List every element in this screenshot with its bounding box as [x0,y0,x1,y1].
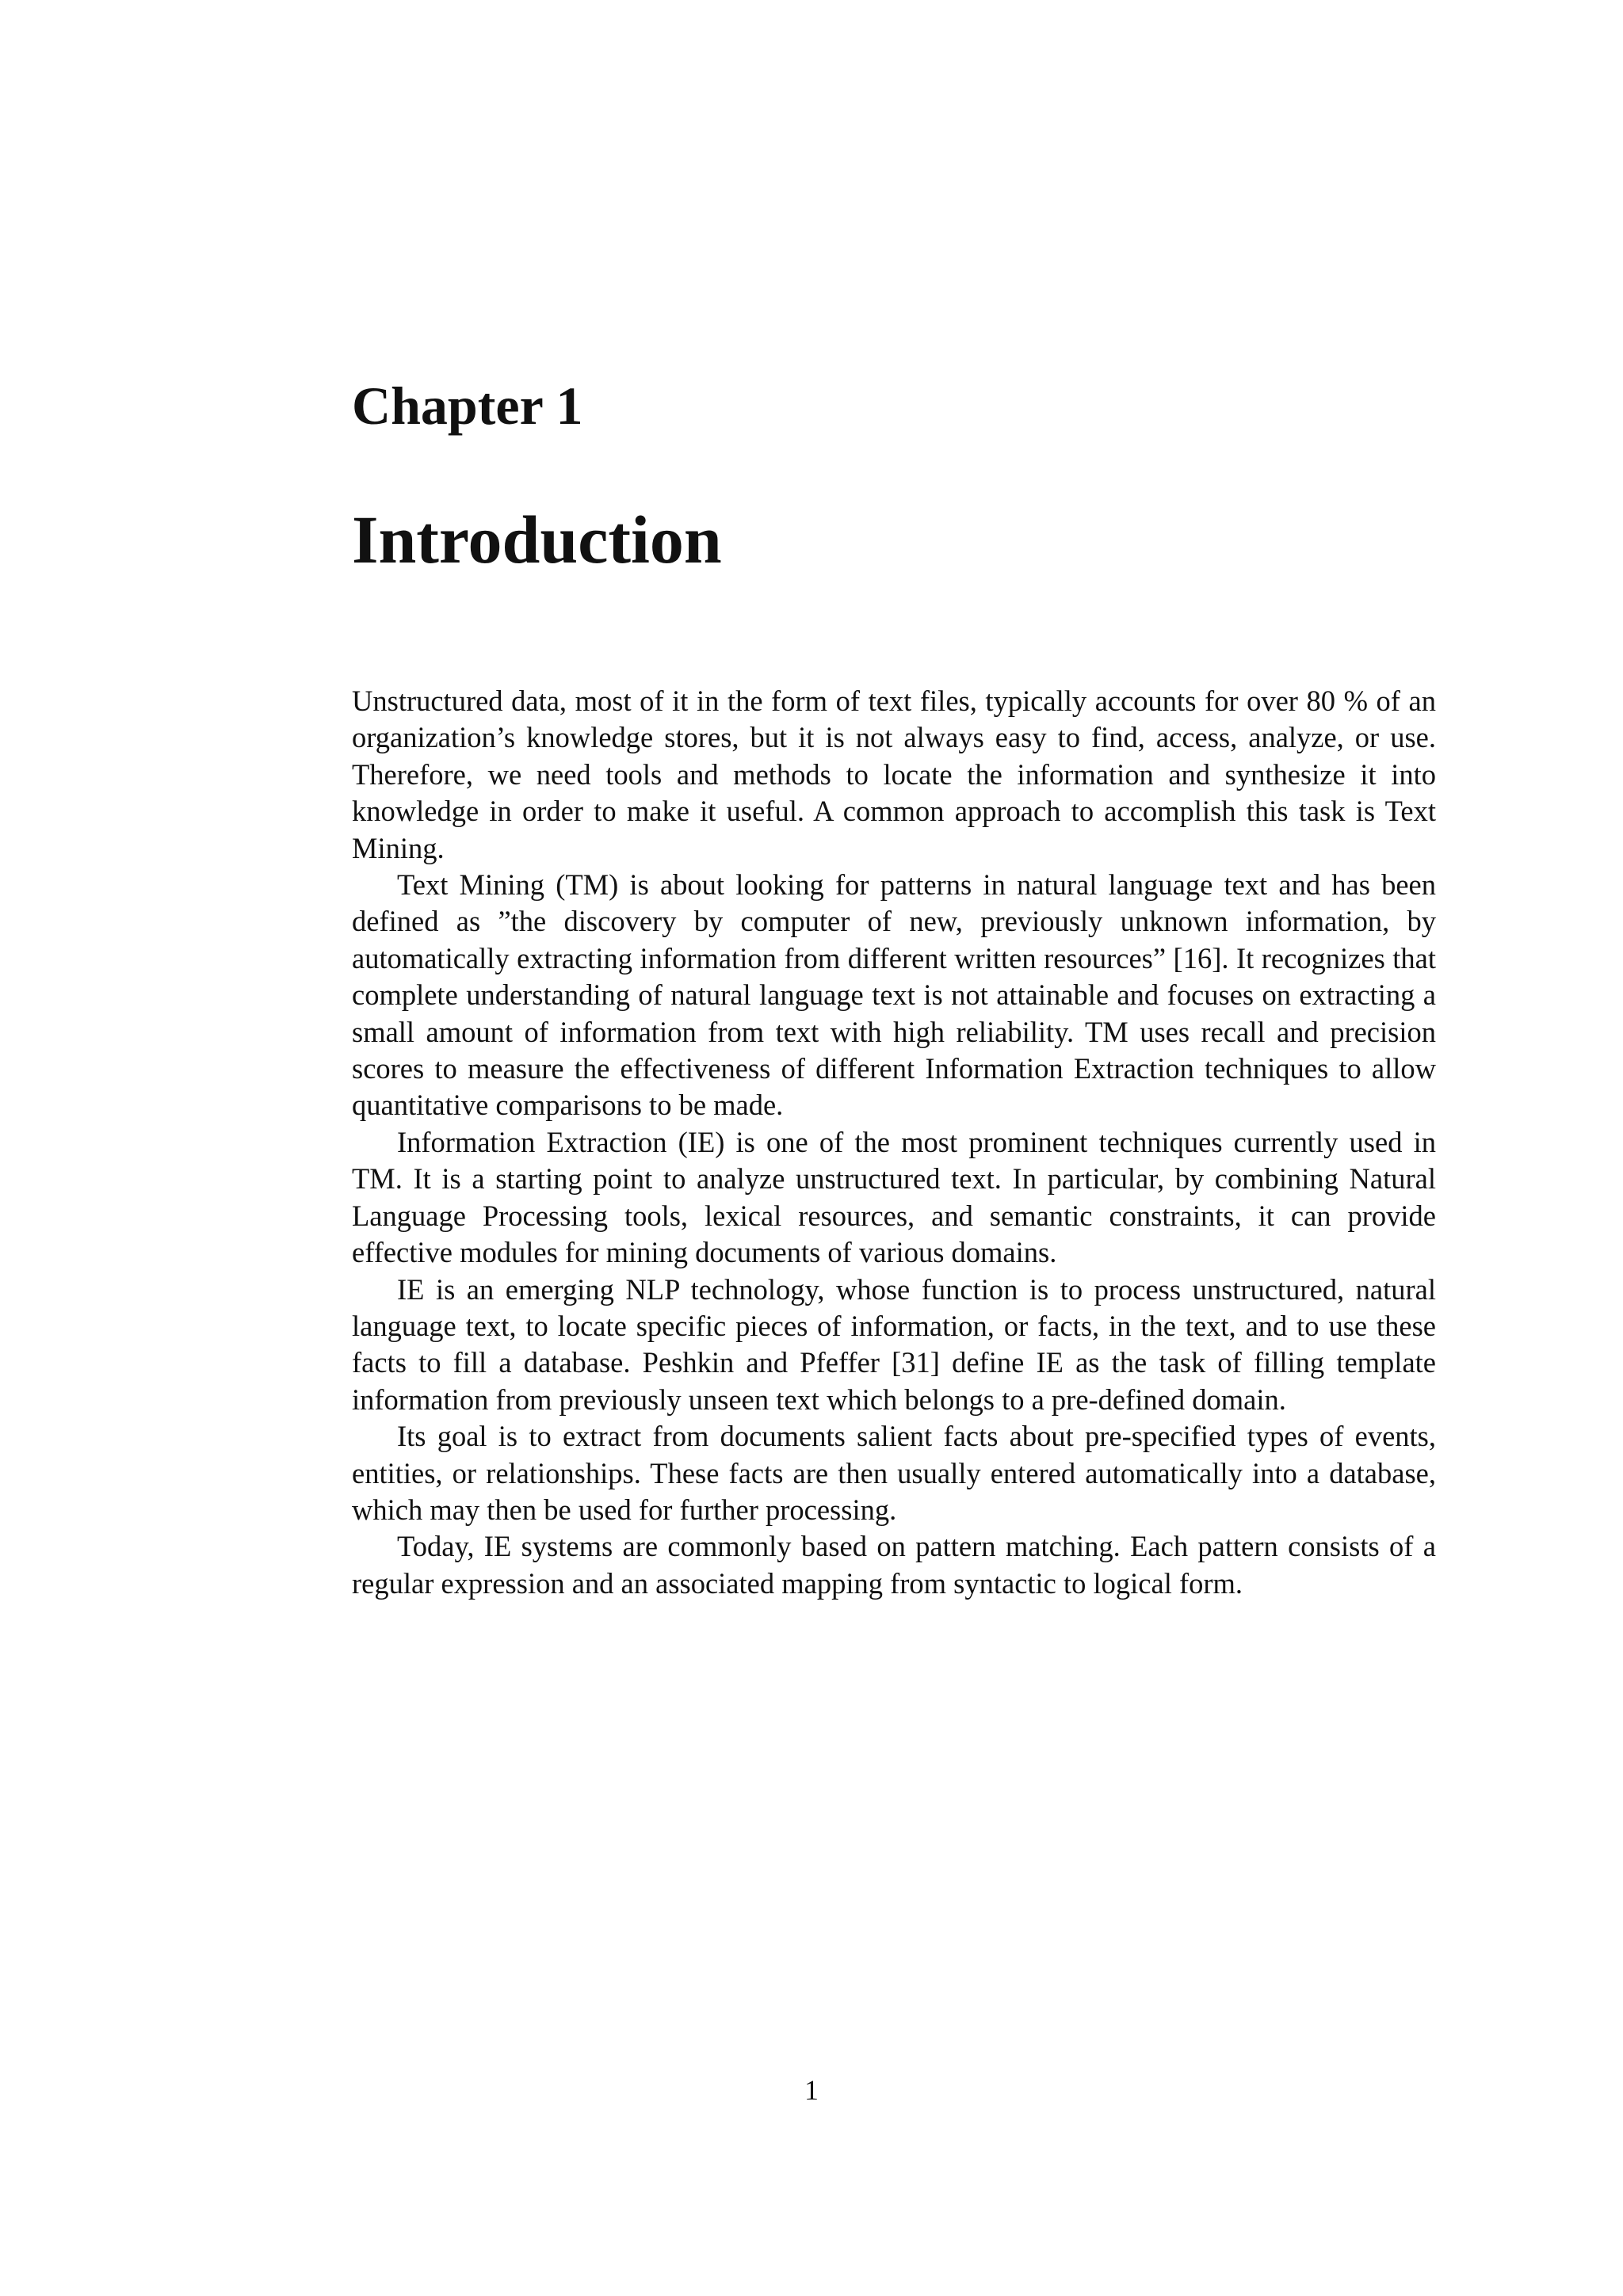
paragraph: Unstructured data, most of it in the form of text files, typically accounts for over 80 % of an organization’s knowledge stores, but it is not always easy to find, access, analyze, or use. Therefore, we need tools and methods to locate the information and synthesize it into knowledge in order to make it useful. A common approach to accomplish this task is Text Mining. [352,685,1436,864]
paragraph: Information Extraction (IE) is one of the most prominent techniques currently used in TM. It is a starting point to analyze unstructured text. In particular, by combining Natural Language Processing tools, lexical resources, and semantic constraints, it can provide effective modules for mining documents of various domains. [352,1125,1436,1269]
paragraph: Text Mining (TM) is about looking for patterns in natural language text and has been defined as ”the discovery by computer of new, previously unknown information, by automatically extracting information from different written resources” [16]. It recognizes that complete understanding of natural language text is not attainable and focuses on extracting a small amount of information from text with high reliability. TM uses recall and precision scores to measure the effectiveness of different Information Extraction techniques to allow quantitative comparisons to be made. [352,868,1436,1122]
chapter-title: Introduction [352,502,722,578]
page-number [0,2076,1623,2104]
page-number-value: 1 [804,2074,819,2106]
paragraph: Its goal is to extract from documents salient facts about pre-specified types of events, entities, or relationships. These facts are then usually entered automatically into a database, which may then be used for further processing. [352,1420,1436,1526]
body-text [352,683,1436,1602]
paragraph: Today, IE systems are commonly based on pattern matching. Each pattern consists of a regular expression and an associated mapping from syntactic to logical form. [352,1530,1436,1600]
chapter-label: Chapter 1 [352,376,583,436]
paragraph: IE is an emerging NLP technology, whose function is to process unstructured, natural language text, to locate specific pieces of information, or facts, in the text, and to use these facts to fill a database. Peshkin and Pfeffer [31] define IE as the task of filling template information from previously unseen text which belongs to a pre-defined domain. [352,1272,1436,1416]
